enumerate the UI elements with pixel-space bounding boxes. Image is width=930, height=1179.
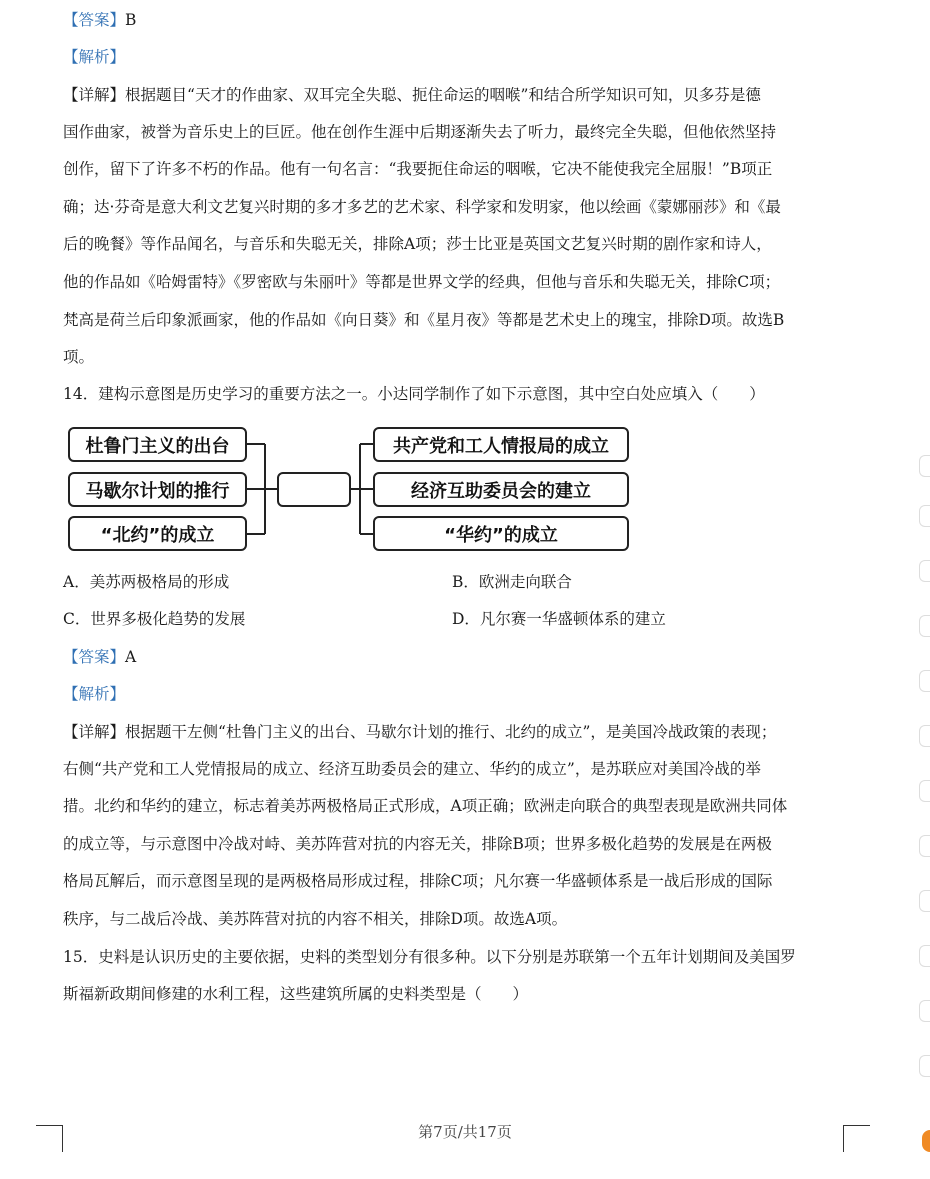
answer-value: A [125,648,137,666]
q13-detail-line-4: 后的晚餐》等作品闻名，与音乐和失聪无关，排除A项；莎士比亚是英国文艺复兴时期的剧作家和诗人， [63,235,772,253]
edge-tick [919,560,930,582]
page-number: 第7页/共17页 [418,1123,512,1141]
edge-tick [919,505,930,527]
option-a: A．美苏两极格局的形成 [63,573,230,591]
q14-stem: 14．建构示意图是历史学习的重要方法之一。小达同学制作了如下示意图，其中空白处应填入（ ） [63,385,765,403]
detail-tag: 【详解】 [63,723,126,741]
q13-detail-line-7: 项。 [63,348,95,366]
edge-tick [919,1055,930,1077]
answer-tag: 【答案】 [63,11,126,29]
option-c: C．世界多极化趋势的发展 [63,610,246,628]
analysis-tag: 【解析】 [63,48,126,66]
answer-tag: 【答案】 [63,648,126,666]
right-box-warsaw: “华约”的成立 [373,516,629,551]
side-handle-icon[interactable] [922,1130,930,1152]
q14-detail-line-5: 秩序，与二战后冷战、美苏阵营对抗的内容不相关，排除D项。故选A项。 [63,910,568,928]
edge-tick [919,670,930,692]
q14-analysis-line [63,684,125,704]
edge-tick [919,835,930,857]
q15-stem-line-1: 斯福新政期间修建的水利工程，这些建筑所属的史料类型是（ ） [63,985,529,1003]
answer-value: B [125,11,137,29]
analysis-tag: 【解析】 [63,685,126,703]
edge-tick [919,1000,930,1022]
q14-detail-line-3: 的成立等，与示意图中冷战对峙、美苏阵营对抗的内容无关，排除B项；世界多极化趋势的发展是在两极 [63,835,772,853]
q14-detail-line-4: 格局瓦解后，而示意图呈现的是两极格局形成过程，排除C项；凡尔赛一华盛顿体系是一战后形成的国际 [63,872,773,890]
q14-detail-line-1: 右侧“共产党和工人党情报局的成立、经济互助委员会的建立、华约的成立”，是苏联应对美国冷战的举 [63,760,761,778]
q14-detail-line-0 [63,722,776,742]
q13-detail-line-5: 他的作品如《哈姆雷特》《罗密欧与朱丽叶》等都是世界文学的经典，但他与音乐和失聪无关，排除C项； [63,273,781,291]
q13-detail-line-2: 创作，留下了许多不朽的作品。他有一句名言：“我要扼住命运的咽喉，它决不能使我完全屈服！”B项正 [63,160,773,178]
edge-tick [919,455,930,477]
detail-tag: 【详解】 [63,86,126,104]
left-box-truman: 杜鲁门主义的出台 [68,427,247,462]
right-box-cominform: 共产党和工人情报局的成立 [373,427,629,462]
option-b: B．欧洲走向联合 [452,573,572,591]
q13-detail-line-6: 梵高是荷兰后印象派画家，他的作品如《向日葵》和《星月夜》等都是艺术史上的瑰宝，排除D项。故选B [63,311,785,329]
q13-detail-line-3: 确；达·芬奇是意大利文艺复兴时期的多才多艺的艺术家、科学家和发明家，他以绘画《蒙娜丽莎》和《最 [63,198,781,216]
q14-answer-line [63,647,136,667]
left-box-nato: “北约”的成立 [68,516,247,551]
q15-stem-line-0: 15．史料是认识历史的主要依据，史料的类型划分有很多种。以下分别是苏联第一个五年计划期间及美国罗 [63,948,796,966]
q14-detail-line-2: 措。北约和华约的建立，标志着美苏两极格局正式形成，A项正确；欧洲走向联合的典型表现是欧洲共同体 [63,797,788,815]
edge-tick [919,780,930,802]
option-d: D．凡尔赛一华盛顿体系的建立 [452,610,666,628]
edge-tick [919,890,930,912]
right-box-comecon: 经济互助委员会的建立 [373,472,629,507]
q13-detail-line-1: 国作曲家，被誉为音乐史上的巨匠。他在创作生涯中后期逐渐失去了听力，最终完全失聪，但他依然坚持 [63,123,777,141]
edge-tick [919,615,930,637]
left-box-marshall: 马歇尔计划的推行 [68,472,247,507]
detail-text: 根据题干左侧“杜鲁门主义的出台、马歇尔计划的推行、北约的成立”，是美国冷战政策的表现； [125,723,777,741]
center-blank-box [277,472,351,507]
edge-tick [919,725,930,747]
detail-text: 根据题目“天才的作曲家、双耳完全失聪、扼住命运的咽喉”和结合所学知识可知，贝多芬是德 [125,86,761,104]
edge-tick [919,945,930,967]
